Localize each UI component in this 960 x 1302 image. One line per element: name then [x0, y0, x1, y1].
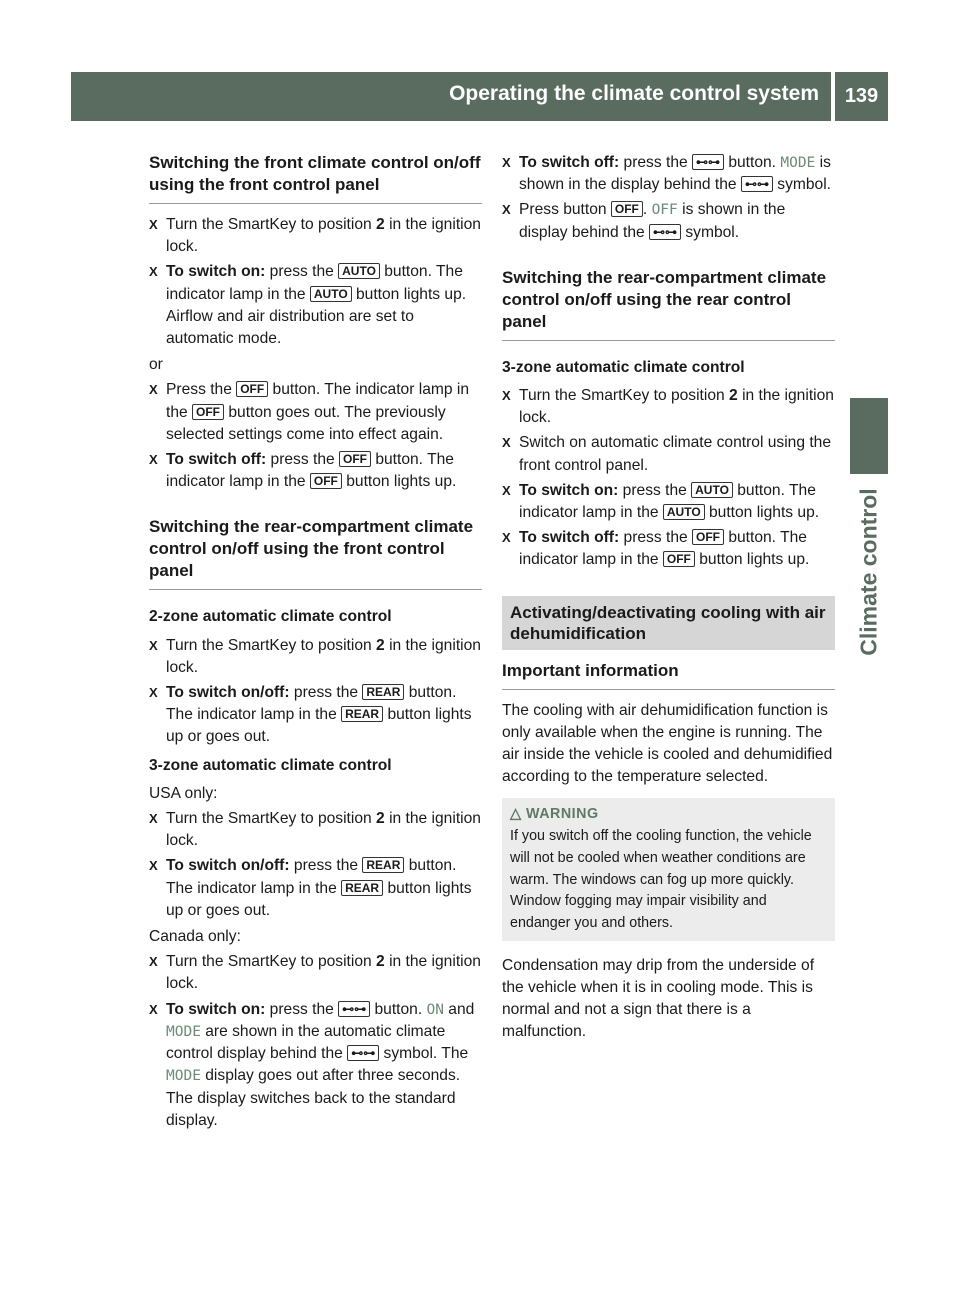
display-mode-text: MODE	[780, 155, 816, 171]
off-key-icon: OFF	[339, 451, 371, 467]
paragraph-cooling: The cooling with air dehumidification function is only available when the engine is running. The air inside the vehicle is cooled and dehumidified according to the temperature selected.	[502, 701, 833, 786]
step-item: X Press button OFF . OFF is shown in the display behind the ⊷⊶ symbol.	[502, 199, 835, 243]
left-column	[149, 152, 482, 1135]
section-box-heading: Activating/deactivating cooling with air dehumidification	[502, 596, 835, 650]
off-key-icon: OFF	[236, 381, 268, 397]
subheading-important: Important information	[502, 660, 835, 690]
fan-symbol-icon: ⊷⊶	[338, 1001, 370, 1017]
fan-symbol-icon: ⊷⊶	[741, 176, 773, 192]
step-item: X Press the OFF button. The indicator lamp in the OFF button goes out. The previously selected settings come into effect again.	[149, 379, 482, 446]
step-item: X To switch on: press the AUTO button. The indicator lamp in the AUTO button lights up.	[502, 480, 835, 524]
right-column	[502, 152, 835, 1046]
step-list	[149, 808, 482, 922]
step-item: X To switch off: press the OFF button. The indicator lamp in the OFF button lights up.	[149, 449, 482, 493]
step-item: X Turn the SmartKey to position 2 in the ignition lock.	[149, 635, 482, 679]
canada-only-label: Canada only:	[149, 928, 241, 946]
section-heading-rear-rear: Switching the rear-compartment climate control on/off using the rear control panel	[502, 267, 835, 341]
step-item: X To switch on: press the AUTO button. The indicator lamp in the AUTO button lights up. Airflow and air distribution are set to automatic mode.	[149, 261, 482, 350]
display-on-text: ON	[426, 1001, 444, 1018]
step-list	[149, 635, 482, 749]
rear-off-key-icon: REAR	[341, 706, 383, 722]
page-title: Operating the climate control system	[449, 82, 819, 105]
fan-symbol-icon: ⊷⊶	[692, 154, 724, 170]
off-key-icon: OFF	[663, 551, 695, 567]
step-item: X To switch on/off: press the REAR button. The indicator lamp in the REAR button lights up or goes out.	[149, 682, 482, 749]
off-key-icon: OFF	[692, 529, 724, 545]
header-bar	[71, 72, 831, 121]
step-item: X To switch off: press the ⊷⊶ button. MODE is shown in the display behind the ⊷⊶ symbol.	[502, 152, 835, 196]
step-list	[502, 152, 835, 244]
step-item: X To switch on: press the ⊷⊶ button. ON and MODE are shown in the automatic climate control display behind the ⊷⊶ symbol. The MODE display goes out after three seconds. The display switches back to the standard display.	[149, 999, 482, 1132]
side-tab-marker	[850, 398, 888, 474]
rear-off-key-icon: REAR	[362, 857, 404, 873]
display-mode-text: MODE	[166, 1023, 201, 1040]
step-list	[502, 385, 835, 572]
warning-triangle-icon: △	[510, 806, 521, 823]
subheading-3zone: 3-zone automatic climate control	[502, 358, 745, 376]
step-item: X Turn the SmartKey to position 2 in the ignition lock.	[149, 214, 482, 258]
off-key-icon: OFF	[192, 404, 224, 420]
off-key-icon: OFF	[310, 473, 342, 489]
subheading-3zone: 3-zone automatic climate control	[149, 756, 392, 774]
step-item: X To switch on/off: press the REAR button. The indicator lamp in the REAR button lights up or goes out.	[149, 855, 482, 922]
step-item: X Switch on automatic climate control using the front control panel.	[502, 432, 835, 476]
or-text: or	[149, 356, 163, 374]
step-item: X To switch off: press the OFF button. The indicator lamp in the OFF button lights up.	[502, 527, 835, 571]
rear-off-key-icon: REAR	[341, 880, 383, 896]
step-item: X Turn the SmartKey to position 2 in the ignition lock.	[502, 385, 835, 429]
subheading-2zone: 2-zone automatic climate control	[149, 608, 392, 626]
side-tab-label: Climate control	[855, 488, 882, 656]
auto-key-icon: AUTO	[310, 286, 352, 302]
warning-text: If you switch off the cooling function, the vehicle will not be cooled when weather conditions are warm. The windows can fog up more quickly. Window fogging may impair visibility and endanger you and others.	[510, 828, 812, 931]
section-heading-front: Switching the front climate control on/off using the front control panel	[149, 152, 482, 204]
usa-only-label: USA only:	[149, 784, 218, 802]
step-list	[149, 214, 482, 350]
auto-key-icon: AUTO	[338, 263, 380, 279]
warning-box	[502, 798, 835, 940]
auto-key-icon: AUTO	[663, 504, 705, 520]
step-list	[149, 379, 482, 493]
rear-off-key-icon: REAR	[362, 684, 404, 700]
paragraph-condensation: Condensation may drip from the underside of the vehicle when it is in cooling mode. This is normal and not a sign that there is a malfunction.	[502, 956, 815, 1041]
fan-symbol-icon: ⊷⊶	[649, 224, 681, 240]
warning-title: WARNING	[526, 806, 599, 823]
fan-symbol-icon: ⊷⊶	[347, 1045, 379, 1061]
section-heading-rear-front: Switching the rear-compartment climate control on/off using the front control panel	[149, 516, 482, 590]
display-off-text: OFF	[651, 202, 678, 219]
page-number: 139	[835, 72, 888, 121]
auto-key-icon: AUTO	[691, 482, 733, 498]
display-mode-text: MODE	[166, 1068, 201, 1085]
step-list	[149, 951, 482, 1132]
off-key-icon: OFF	[611, 201, 643, 217]
step-item: X Turn the SmartKey to position 2 in the ignition lock.	[149, 951, 482, 995]
step-item: X Turn the SmartKey to position 2 in the ignition lock.	[149, 808, 482, 852]
